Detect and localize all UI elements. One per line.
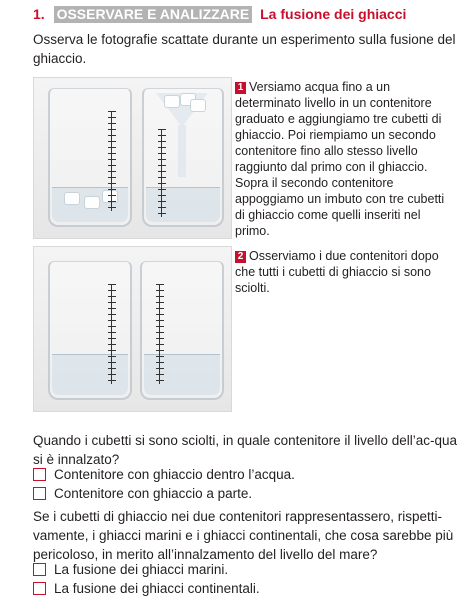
ice-cube (64, 192, 80, 205)
checkbox[interactable] (33, 487, 46, 500)
checkbox[interactable] (33, 582, 46, 595)
option-label: La fusione dei ghiacci marini. (54, 562, 229, 577)
step-text: Versiamo acqua fino a un determinato livello in un contenitore graduato e aggiungiamo tre cubetti di ghiaccio. Poi riempiamo un secondo contenitore fino allo stesso livello raggiunto dal primo con il ghiaccio. Sopra il secondo contenitore appoggiamo un imbuto con tre cubetti di ghiaccio come quelli inseriti nel primo. (235, 80, 445, 238)
funnel-stem (178, 125, 186, 177)
graduated-scale (158, 129, 166, 217)
step-2 (235, 248, 455, 296)
exercise-header (33, 6, 458, 26)
option-label: Contenitore con ghiaccio dentro l’acqua. (54, 467, 295, 482)
checkbox[interactable] (33, 468, 46, 481)
question-2: Se i cubetti di ghiaccio nei due contenitori rappresentassero, rispetti-vamente, i ghiacci marini e i ghiacci continentali, che cosa sarebbe più pericoloso, in merito all’innalzamento del livello del mare? (33, 509, 454, 562)
question-1: Quando i cubetti si sono sciolti, in quale contenitore il livello dell’ac-qua si è innalzato? (33, 433, 457, 467)
beaker-with-ice (48, 88, 132, 227)
question-1-option-1[interactable] (33, 465, 295, 484)
exercise-number: 1. (33, 6, 45, 22)
photo-experiment-end (33, 246, 232, 412)
graduated-scale (108, 111, 116, 211)
beaker-with-funnel (142, 88, 224, 227)
graduated-scale (108, 284, 116, 384)
question-1-option-2[interactable] (33, 484, 252, 503)
ice-cube (164, 95, 180, 108)
step-text: Osserviamo i due contenitori dopo che tutti i cubetti di ghiaccio si sono sciolti. (235, 249, 439, 295)
question-2-option-2[interactable] (33, 579, 260, 598)
step-badge: 2 (235, 251, 246, 263)
option-label: Contenitore con ghiaccio a parte. (54, 486, 253, 501)
option-label: La fusione dei ghiacci continentali. (54, 581, 260, 596)
step-1 (235, 79, 455, 239)
exercise-type-tag: OSSERVARE E ANALIZZARE (54, 6, 253, 23)
beaker-melted-ice (48, 261, 132, 400)
ice-cube (190, 99, 206, 112)
beaker-melted-funnel (140, 261, 224, 400)
exercise-title: La fusione dei ghiacci (260, 6, 407, 22)
ice-cube (84, 196, 100, 209)
step-badge: 1 (235, 82, 246, 94)
intro-text: Osserva le fotografie scattate durante un esperimento sulla fusione del ghiaccio. (33, 32, 456, 66)
question-2-option-1[interactable] (33, 560, 228, 579)
photo-experiment-start (33, 77, 232, 239)
water-level (52, 354, 128, 395)
graduated-scale (156, 284, 164, 384)
checkbox[interactable] (33, 563, 46, 576)
